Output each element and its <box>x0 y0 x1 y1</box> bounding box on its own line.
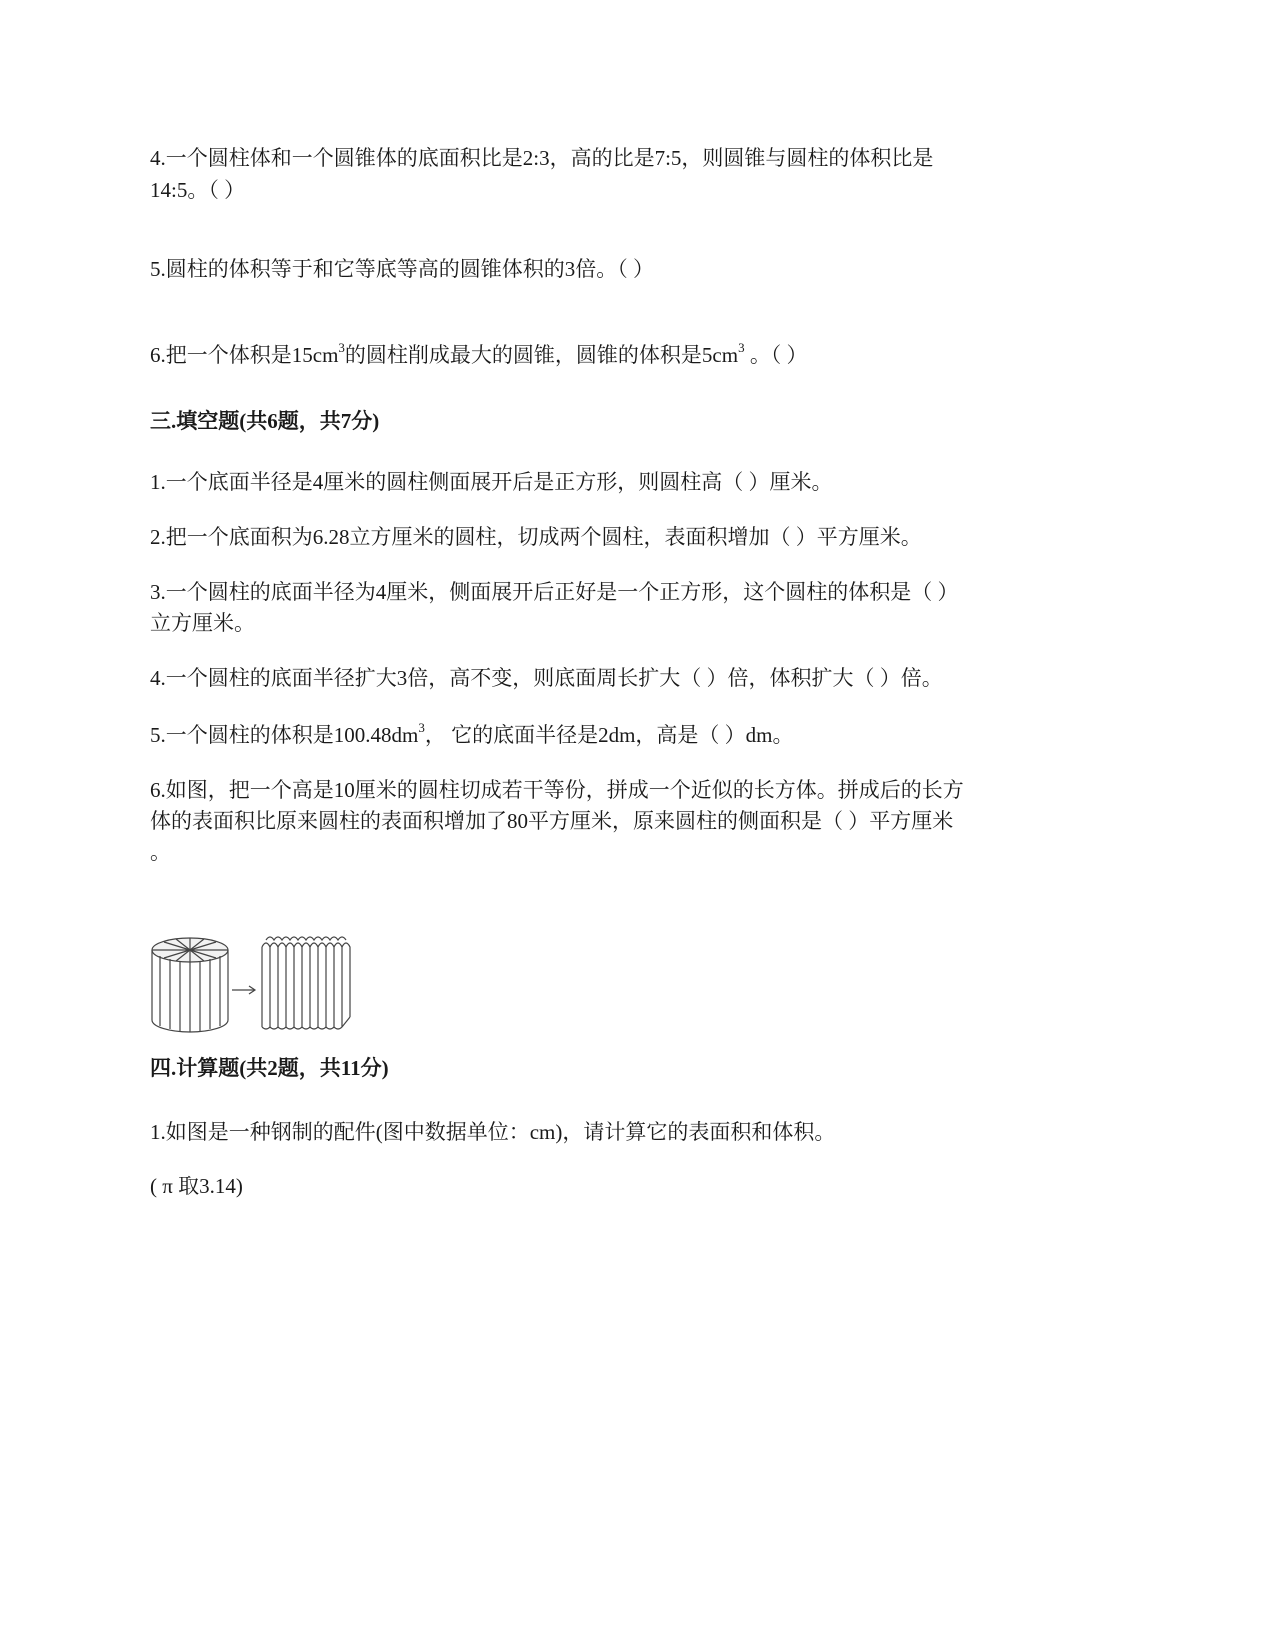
calc-q1-note: ( π 取3.14) <box>150 1174 243 1198</box>
judge-q5: 5.圆柱的体积等于和它等底等高的圆锥体积的3倍。（ ） <box>150 257 654 281</box>
cylinder-shape <box>152 938 228 1032</box>
judge-q6: 6.把一个体积是$15cm^3$的圆柱削成最大的圆锥，圆锥的体积是$5cm^3$ 。（ ） <box>150 340 808 367</box>
calc-q1: 1.如图是一种钢制的配件(图中数据单位：cm)，请计算它的表面积和体积。 <box>150 1120 836 1144</box>
judge-q4-line2: 14:5。（ ） <box>150 178 246 202</box>
fill-q1: 1.一个底面半径是4厘米的圆柱侧面展开后是正方形，则圆柱高（ ）厘米。 <box>150 470 833 494</box>
fill-section-heading: 三.填空题(共6题，共7分) <box>150 409 380 433</box>
fill-q4: 4.一个圆柱的底面半径扩大3倍，高不变，则底面周长扩大（ ）倍，体积扩大（ ）倍。 <box>150 666 943 690</box>
fill-q6-line3: 。 <box>150 840 171 864</box>
fill-q6-line2: 体的表面积比原来圆柱的表面积增加了80平方厘米，原来圆柱的侧面积是（ ）平方厘米 <box>150 809 954 833</box>
fill-q3-line1: 3.一个圆柱的底面半径为4厘米，侧面展开后正好是一个正方形，这个圆柱的体积是（ ） <box>150 580 959 604</box>
fill-q5: 5.一个圆柱的体积是$100.48dm^3$， 它的底面半径是2dm，高是（ ）dm。 <box>150 720 794 747</box>
fill-q6-line1: 6.如图，把一个高是10厘米的圆柱切成若干等份，拼成一个近似的长方体。拼成后的长方 <box>150 778 964 802</box>
rearranged-block-shape <box>262 937 350 1029</box>
calc-section-heading: 四.计算题(共2题，共11分) <box>150 1056 389 1080</box>
judge-q4-line1: 4.一个圆柱体和一个圆锥体的底面积比是2:3，高的比是7:5，则圆锥与圆柱的体积比是 <box>150 146 934 170</box>
cylinder-rearrange-figure <box>150 935 360 1035</box>
fill-q2: 2.把一个底面积为6.28立方厘米的圆柱，切成两个圆柱，表面积增加（ ）平方厘米。 <box>150 525 922 549</box>
arrow-icon <box>232 986 255 994</box>
fill-q3-line2: 立方厘米。 <box>150 611 255 635</box>
